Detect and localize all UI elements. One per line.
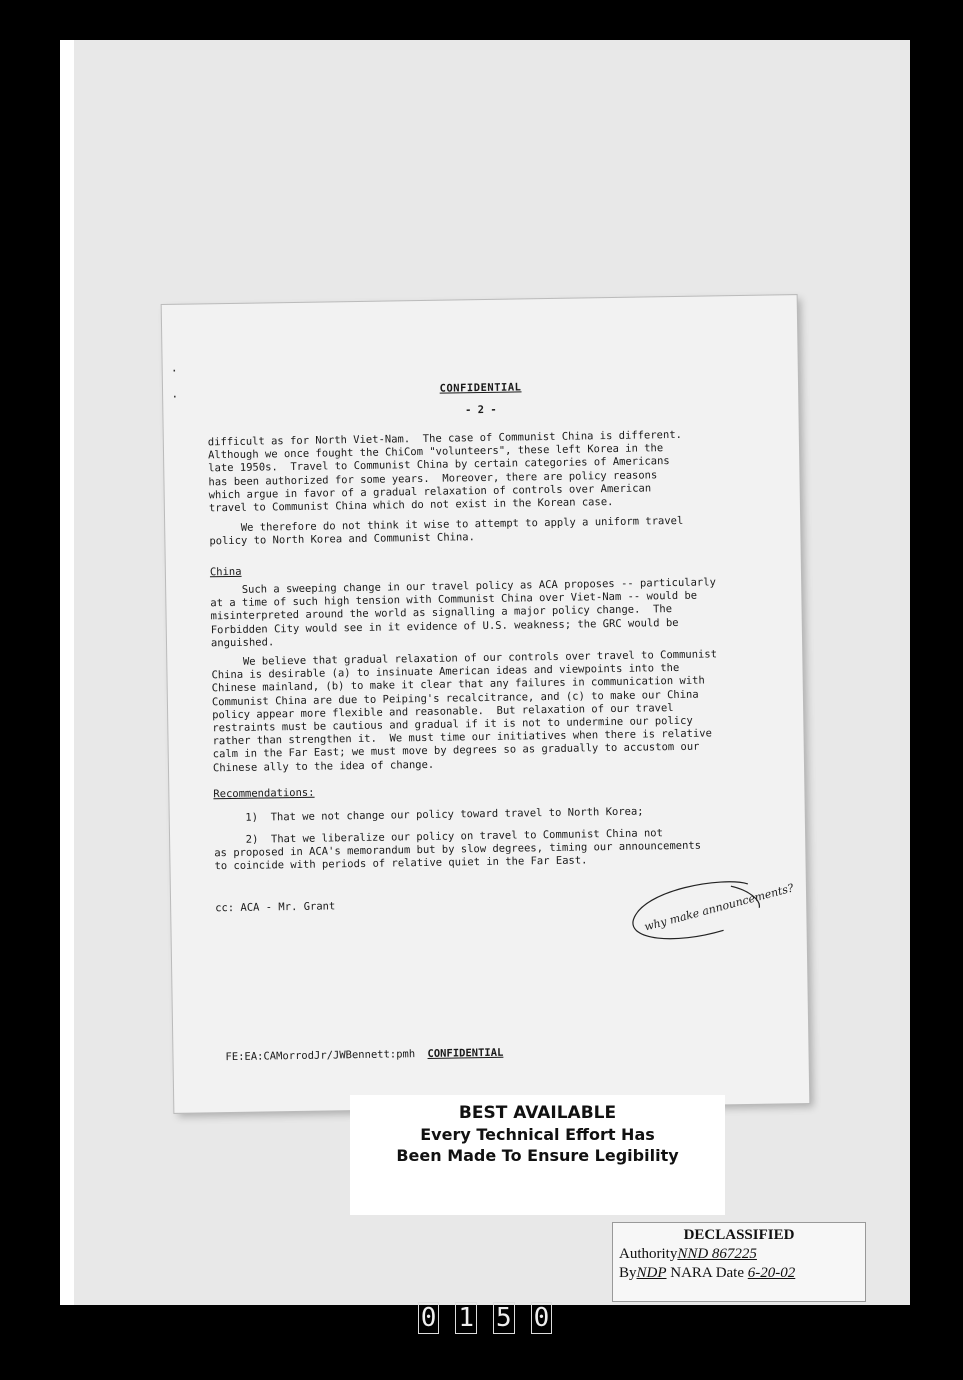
declassified-stamp [612, 1222, 866, 1302]
paragraph-intro: difficult as for North Viet-Nam. The case of Communist China is different. Although we once fought the ChiCom "volunteers", these left Korea in the late 1950s. Travel to Communist China by certain categories of Americans has been authorized for some years. Moreover, there are policy reasons which argue in favor of a gradual relaxation of controls over American travel to Communist China which do not exist in the Korean case. [207, 428, 683, 515]
china-heading: China [209, 565, 242, 579]
document-body [162, 295, 810, 1113]
legibility-banner [350, 1095, 725, 1215]
stamp-by-value: NDP [636, 1265, 667, 1281]
classification-footer: CONFIDENTIAL [427, 1046, 504, 1060]
paragraph-china-1: Such a sweeping change in our travel policy as ACA proposes -- particularly at a time of such high tension with Communist China over Viet-Nam -- would be misinterpreted around the world as signalling a major policy change. The Forbidden City would see in it evidence of U.S. weakness; the GRC would be anguished. [210, 576, 716, 650]
banner-line-3: Been Made To Ensure Legibility [396, 1146, 679, 1165]
frame-digit: 1 [455, 1302, 477, 1334]
margin-mark: · · [170, 363, 179, 405]
drafter-line: FE:EA:CAMorrodJr/JWBennett:pmh [225, 1048, 416, 1064]
stamp-date-label: NARA Date [670, 1265, 745, 1281]
handwritten-note [613, 878, 796, 950]
stamp-authority-label: Authority [619, 1246, 678, 1262]
frame-edge [60, 40, 74, 1305]
stamp-date-value: 6-20-02 [747, 1265, 796, 1281]
recommendation-1: 1) That we not change our policy toward travel to North Korea; [213, 805, 644, 825]
recommendations-heading: Recommendations: [213, 786, 315, 801]
frame-digit: 0 [531, 1302, 553, 1334]
frame-digit: 5 [493, 1302, 515, 1334]
frame-number [380, 1298, 590, 1338]
stamp-by-row [619, 1265, 865, 1282]
banner-line-1: BEST AVAILABLE [458, 1103, 617, 1123]
banner-line-2: Every Technical Effort Has [420, 1125, 655, 1144]
cc-line: cc: ACA - Mr. Grant [215, 900, 336, 915]
recommendation-2: 2) That we liberalize our policy on travel to Communist China not as proposed in ACA's memorandum but by slow degrees, timing our announcements to coincide with periods of relative quiet in the Far East. [214, 827, 702, 873]
classification-header: CONFIDENTIAL [439, 381, 522, 395]
stamp-by-label: By [619, 1265, 637, 1281]
paragraph-uniform-policy: We therefore do not think it wise to attempt to apply a uniform travel policy to North Korea and Communist China. [209, 514, 684, 548]
handwritten-note-text: why make announcements? [642, 881, 796, 934]
stamp-authority-row [619, 1246, 865, 1263]
stamp-title: DECLASSIFIED [683, 1227, 795, 1243]
page-number: - 2 - [464, 403, 497, 417]
document-page [162, 295, 810, 1113]
paragraph-china-2: We believe that gradual relaxation of our controls over travel to Communist China is desirable (a) to insinuate American ideas and viewpoints into the Chinese mainland, (b) to make it clear that any failures in communication with Communist China are due to Peiping's recalcitrance, and (c) to make our China policy appear more flexible and reasonable. But relaxation of our travel restraints must be cautious and gradual if it is not to undermine our policy rather than strengthen it. We must time our initiatives when there is relative calm in the Far East; we must move by degrees so as gradually to accustom our Chinese ally to the idea of change. [211, 648, 718, 774]
frame-digit: 0 [418, 1302, 440, 1334]
stamp-authority-value: NND 867225 [677, 1246, 757, 1262]
